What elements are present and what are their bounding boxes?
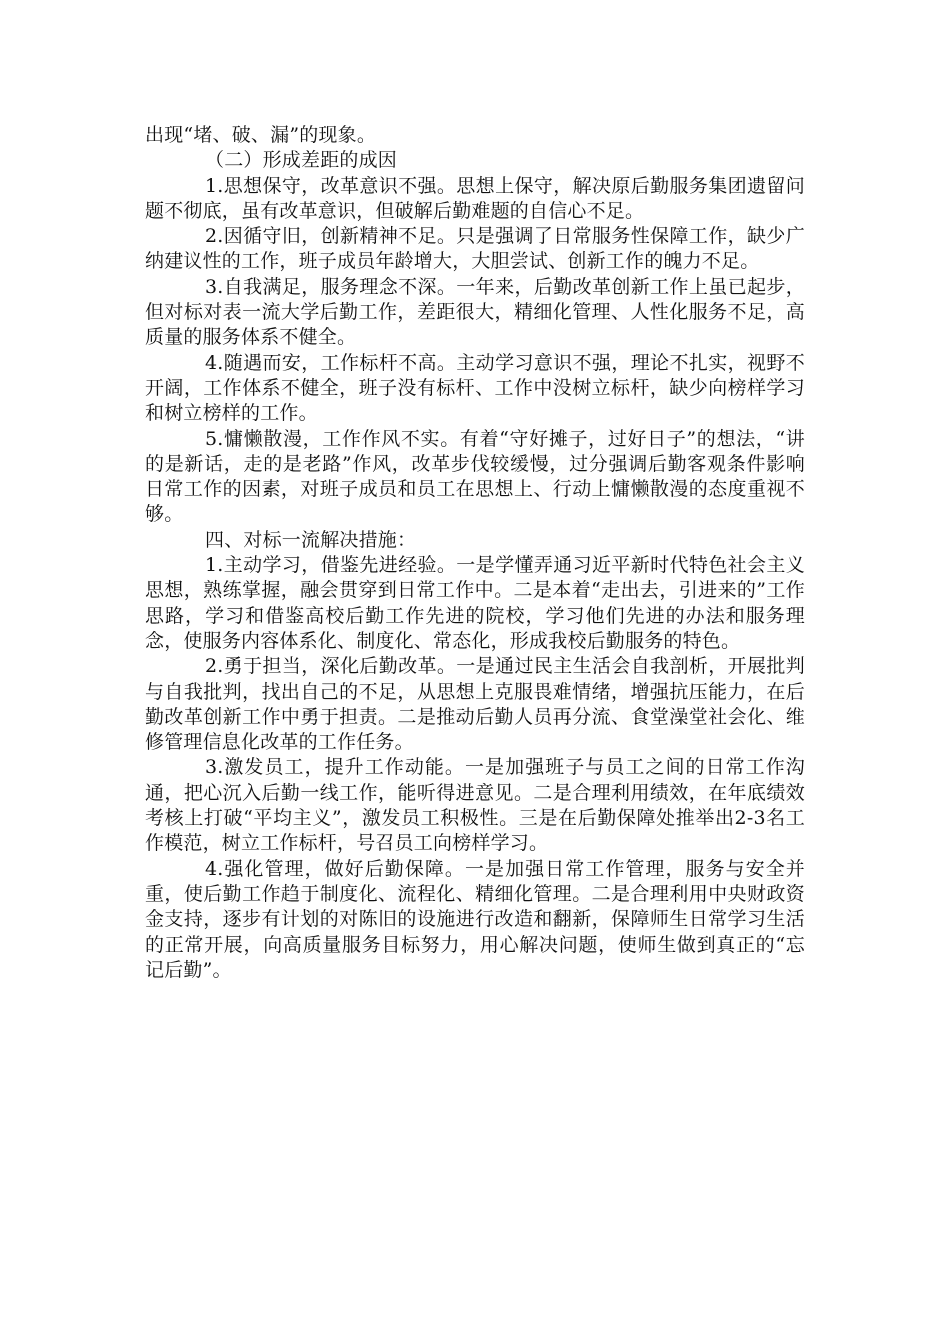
- cause-item-5: 5.慵懒散漫，工作作风不实。有着“守好摊子，过好日子”的想法，“讲的是新话，走的是老路”作风，改革步伐较缓慢，过分强调后勤客观条件影响日常工作的因素，对班子成员和员工在思想上、行动上慵懒散漫的态度重视不够。: [145, 427, 805, 526]
- paragraph-continuation: 出现“堵、破、漏”的现象。: [145, 124, 377, 146]
- cause-item-1: 1.思想保守，改革意识不强。思想上保守，解决原后勤服务集团遗留问题不彻底，虽有改革意识，但破解后勤难题的自信心不足。: [145, 174, 805, 222]
- cause-item-3: 3.自我满足，服务理念不深。一年来，后勤改革创新工作上虽已起步，但对标对表一流大学后勤工作，差距很大，精细化管理、人性化服务不足，高质量的服务体系不健全。: [145, 275, 805, 349]
- document-body: [145, 123, 805, 983]
- section-heading-causes: （二）形成差距的成因: [205, 149, 398, 172]
- measure-item-4: 4.强化管理，做好后勤保障。一是加强日常工作管理，服务与安全并重，使后勤工作趋于制度化、流程化、精细化管理。二是合理利用中央财政资金支持，逐步有计划的对陈旧的设施进行改造和翻新，保障师生日常学习生活的正常开展，向高质量服务目标努力，用心解决问题，使师生做到真正的“忘记后勤”。: [145, 857, 805, 981]
- cause-item-4: 4.随遇而安，工作标杆不高。主动学习意识不强，理论不扎实，视野不开阔，工作体系不健全，班子没有标杆、工作中没树立标杆，缺少向榜样学习和树立榜样的工作。: [145, 351, 805, 425]
- section-heading-measures: 四、对标一流解决措施：: [205, 528, 417, 551]
- measure-item-1: 1.主动学习，借鉴先进经验。一是学懂弄通习近平新时代特色社会主义思想，熟练掌握，融会贯穿到日常工作中。二是本着“走出去，引进来的”工作思路，学习和借鉴高校后勤工作先进的院校，学习他们先进的办法和服务理念，使服务内容体系化、制度化、常态化，形成我校后勤服务的特色。: [145, 554, 805, 652]
- measure-item-2: 2.勇于担当，深化后勤改革。一是通过民主生活会自我剖析，开展批判与自我批判，找出自己的不足，从思想上克服畏难情绪，增强抗压能力，在后勤改革创新工作中勇于担责。二是推动后勤人员再分流、食堂澡堂社会化、维修管理信息化改革的工作任务。: [145, 655, 805, 754]
- cause-item-2: 2.因循守旧，创新精神不足。只是强调了日常服务性保障工作，缺少广纳建议性的工作，班子成员年龄增大，大胆尝试、创新工作的魄力不足。: [145, 225, 805, 273]
- measure-item-3: 3.激发员工，提升工作动能。一是加强班子与员工之间的日常工作沟通，把心沉入后勤一线工作，能听得进意见。二是合理利用绩效，在年底绩效考核上打破“平均主义”，激发员工积极性。三是在后勤保障处推举出2-3名工作模范，树立工作标杆，号召员工向榜样学习。: [145, 756, 805, 855]
